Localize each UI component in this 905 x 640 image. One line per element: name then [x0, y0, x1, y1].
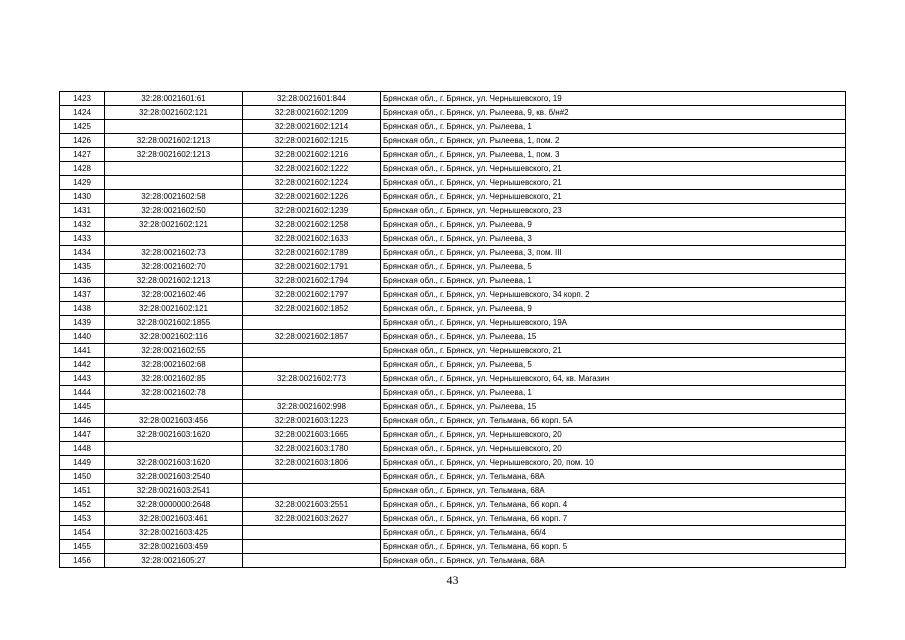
building-cadastral-number-cell: 32:28:0021603:2627: [243, 512, 381, 526]
table-row: [60, 414, 846, 428]
table-row: [60, 148, 846, 162]
parcel-cadastral-number-cell: 32:28:0021603:1620: [105, 456, 243, 470]
address-cell: Брянская обл., г. Брянск, ул. Чернышевского, 21: [381, 162, 846, 176]
row-number-cell: 1445: [60, 400, 105, 414]
parcel-cadastral-number-cell: 32:28:0021603:459: [105, 540, 243, 554]
registry-table-body: [60, 92, 846, 568]
row-number-cell: 1455: [60, 540, 105, 554]
registry-table: [59, 91, 846, 568]
parcel-cadastral-number-cell: [105, 400, 243, 414]
address-cell: Брянская обл., г. Брянск, ул. Рылеева, 9: [381, 302, 846, 316]
building-cadastral-number-cell: 32:28:0021602:1794: [243, 274, 381, 288]
building-cadastral-number-cell: 32:28:0021602:773: [243, 372, 381, 386]
row-number-cell: 1451: [60, 484, 105, 498]
building-cadastral-number-cell: 32:28:0021602:1216: [243, 148, 381, 162]
building-cadastral-number-cell: 32:28:0021602:1222: [243, 162, 381, 176]
address-cell: Брянская обл., г. Брянск, ул. Чернышевского, 21: [381, 176, 846, 190]
address-cell: Брянская обл., г. Брянск, ул. Чернышевского, 20: [381, 428, 846, 442]
building-cadastral-number-cell: [243, 526, 381, 540]
building-cadastral-number-cell: [243, 484, 381, 498]
table-row: [60, 344, 846, 358]
row-number-cell: 1427: [60, 148, 105, 162]
parcel-cadastral-number-cell: 32:28:0021602:70: [105, 260, 243, 274]
address-cell: Брянская обл., г. Брянск, ул. Тельмана, 66 корп. 7: [381, 512, 846, 526]
address-cell: Брянская обл., г. Брянск, ул. Рылеева, 3: [381, 232, 846, 246]
parcel-cadastral-number-cell: 32:28:0021602:50: [105, 204, 243, 218]
table-row: [60, 260, 846, 274]
building-cadastral-number-cell: [243, 554, 381, 568]
parcel-cadastral-number-cell: [105, 120, 243, 134]
parcel-cadastral-number-cell: 32:28:0021602:116: [105, 330, 243, 344]
row-number-cell: 1454: [60, 526, 105, 540]
parcel-cadastral-number-cell: 32:28:0021603:461: [105, 512, 243, 526]
table-row: [60, 162, 846, 176]
building-cadastral-number-cell: 32:28:0021603:1780: [243, 442, 381, 456]
building-cadastral-number-cell: [243, 344, 381, 358]
row-number-cell: 1450: [60, 470, 105, 484]
table-row: [60, 498, 846, 512]
parcel-cadastral-number-cell: 32:28:0021602:1213: [105, 274, 243, 288]
building-cadastral-number-cell: 32:28:0021602:1224: [243, 176, 381, 190]
table-row: [60, 204, 846, 218]
table-row: [60, 484, 846, 498]
parcel-cadastral-number-cell: 32:28:0021602:68: [105, 358, 243, 372]
parcel-cadastral-number-cell: 32:28:0021602:121: [105, 106, 243, 120]
row-number-cell: 1429: [60, 176, 105, 190]
parcel-cadastral-number-cell: [105, 162, 243, 176]
parcel-cadastral-number-cell: 32:28:0021602:1213: [105, 134, 243, 148]
table-row: [60, 316, 846, 330]
table-row: [60, 106, 846, 120]
address-cell: Брянская обл., г. Брянск, ул. Чернышевского, 64, кв. Магазин: [381, 372, 846, 386]
parcel-cadastral-number-cell: 32:28:0021603:1620: [105, 428, 243, 442]
building-cadastral-number-cell: 32:28:0021601:844: [243, 92, 381, 106]
building-cadastral-number-cell: 32:28:0021602:1857: [243, 330, 381, 344]
parcel-cadastral-number-cell: 32:28:0021603:2540: [105, 470, 243, 484]
row-number-cell: 1437: [60, 288, 105, 302]
building-cadastral-number-cell: 32:28:0021602:1633: [243, 232, 381, 246]
row-number-cell: 1442: [60, 358, 105, 372]
building-cadastral-number-cell: 32:28:0021603:2551: [243, 498, 381, 512]
building-cadastral-number-cell: [243, 316, 381, 330]
row-number-cell: 1440: [60, 330, 105, 344]
table-row: [60, 512, 846, 526]
parcel-cadastral-number-cell: 32:28:0021602:73: [105, 246, 243, 260]
parcel-cadastral-number-cell: 32:28:0021605:27: [105, 554, 243, 568]
table-row: [60, 246, 846, 260]
parcel-cadastral-number-cell: [105, 176, 243, 190]
table-row: [60, 358, 846, 372]
parcel-cadastral-number-cell: 32:28:0000000:2648: [105, 498, 243, 512]
parcel-cadastral-number-cell: 32:28:0021602:1855: [105, 316, 243, 330]
table-row: [60, 120, 846, 134]
table-row: [60, 288, 846, 302]
table-row: [60, 400, 846, 414]
address-cell: Брянская обл., г. Брянск, ул. Чернышевского, 21: [381, 344, 846, 358]
table-row: [60, 442, 846, 456]
address-cell: Брянская обл., г. Брянск, ул. Рылеева, 3, пом. III: [381, 246, 846, 260]
table-row: [60, 540, 846, 554]
row-number-cell: 1433: [60, 232, 105, 246]
parcel-cadastral-number-cell: 32:28:0021602:58: [105, 190, 243, 204]
table-row: [60, 386, 846, 400]
row-number-cell: 1449: [60, 456, 105, 470]
address-cell: Брянская обл., г. Брянск, ул. Чернышевского, 23: [381, 204, 846, 218]
table-row: [60, 470, 846, 484]
table-row: [60, 428, 846, 442]
table-row: [60, 456, 846, 470]
parcel-cadastral-number-cell: [105, 232, 243, 246]
parcel-cadastral-number-cell: 32:28:0021602:85: [105, 372, 243, 386]
page-number: 43: [446, 573, 459, 587]
row-number-cell: 1438: [60, 302, 105, 316]
address-cell: Брянская обл., г. Брянск, ул. Рылеева, 1, пом. 3: [381, 148, 846, 162]
table-row: [60, 218, 846, 232]
building-cadastral-number-cell: 32:28:0021602:1209: [243, 106, 381, 120]
building-cadastral-number-cell: [243, 386, 381, 400]
row-number-cell: 1446: [60, 414, 105, 428]
address-cell: Брянская обл., г. Брянск, ул. Чернышевского, 19: [381, 92, 846, 106]
address-cell: Брянская обл., г. Брянск, ул. Тельмана, 66/4: [381, 526, 846, 540]
building-cadastral-number-cell: 32:28:0021602:998: [243, 400, 381, 414]
address-cell: Брянская обл., г. Брянск, ул. Рылеева, 1: [381, 120, 846, 134]
table-row: [60, 134, 846, 148]
address-cell: Брянская обл., г. Брянск, ул. Рылеева, 15: [381, 330, 846, 344]
address-cell: Брянская обл., г. Брянск, ул. Рылеева, 9: [381, 218, 846, 232]
row-number-cell: 1423: [60, 92, 105, 106]
building-cadastral-number-cell: 32:28:0021603:1665: [243, 428, 381, 442]
address-cell: Брянская обл., г. Брянск, ул. Тельмана, 68А: [381, 554, 846, 568]
table-row: [60, 232, 846, 246]
address-cell: Брянская обл., г. Брянск, ул. Тельмана, 66 корп. 4: [381, 498, 846, 512]
table-row: [60, 330, 846, 344]
row-number-cell: 1428: [60, 162, 105, 176]
table-row: [60, 526, 846, 540]
address-cell: Брянская обл., г. Брянск, ул. Чернышевского, 34 корп. 2: [381, 288, 846, 302]
building-cadastral-number-cell: 32:28:0021602:1852: [243, 302, 381, 316]
address-cell: Брянская обл., г. Брянск, ул. Чернышевского, 21: [381, 190, 846, 204]
address-cell: Брянская обл., г. Брянск, ул. Тельмана, 66 корп. 5А: [381, 414, 846, 428]
parcel-cadastral-number-cell: 32:28:0021602:55: [105, 344, 243, 358]
table-row: [60, 92, 846, 106]
building-cadastral-number-cell: 32:28:0021602:1258: [243, 218, 381, 232]
address-cell: Брянская обл., г. Брянск, ул. Рылеева, 15: [381, 400, 846, 414]
parcel-cadastral-number-cell: 32:28:0021603:425: [105, 526, 243, 540]
building-cadastral-number-cell: [243, 540, 381, 554]
row-number-cell: 1426: [60, 134, 105, 148]
row-number-cell: 1444: [60, 386, 105, 400]
row-number-cell: 1441: [60, 344, 105, 358]
building-cadastral-number-cell: 32:28:0021602:1789: [243, 246, 381, 260]
table-row: [60, 302, 846, 316]
address-cell: Брянская обл., г. Брянск, ул. Тельмана, 66 корп. 5: [381, 540, 846, 554]
building-cadastral-number-cell: 32:28:0021602:1226: [243, 190, 381, 204]
address-cell: Брянская обл., г. Брянск, ул. Рылеева, 1: [381, 386, 846, 400]
parcel-cadastral-number-cell: 32:28:0021602:121: [105, 302, 243, 316]
building-cadastral-number-cell: [243, 358, 381, 372]
address-cell: Брянская обл., г. Брянск, ул. Чернышевского, 19А: [381, 316, 846, 330]
row-number-cell: 1453: [60, 512, 105, 526]
building-cadastral-number-cell: 32:28:0021602:1214: [243, 120, 381, 134]
table-row: [60, 176, 846, 190]
address-cell: Брянская обл., г. Брянск, ул. Рылеева, 1, пом. 2: [381, 134, 846, 148]
parcel-cadastral-number-cell: 32:28:0021602:121: [105, 218, 243, 232]
parcel-cadastral-number-cell: 32:28:0021603:2541: [105, 484, 243, 498]
row-number-cell: 1436: [60, 274, 105, 288]
row-number-cell: 1434: [60, 246, 105, 260]
table-row: [60, 274, 846, 288]
row-number-cell: 1447: [60, 428, 105, 442]
parcel-cadastral-number-cell: 32:28:0021603:456: [105, 414, 243, 428]
row-number-cell: 1425: [60, 120, 105, 134]
row-number-cell: 1456: [60, 554, 105, 568]
building-cadastral-number-cell: 32:28:0021602:1797: [243, 288, 381, 302]
address-cell: Брянская обл., г. Брянск, ул. Рылеева, 5: [381, 260, 846, 274]
parcel-cadastral-number-cell: 32:28:0021602:78: [105, 386, 243, 400]
row-number-cell: 1443: [60, 372, 105, 386]
parcel-cadastral-number-cell: [105, 442, 243, 456]
table-row: [60, 554, 846, 568]
building-cadastral-number-cell: 32:28:0021602:1791: [243, 260, 381, 274]
table-row: [60, 372, 846, 386]
parcel-cadastral-number-cell: 32:28:0021602:46: [105, 288, 243, 302]
address-cell: Брянская обл., г. Брянск, ул. Рылеева, 9, кв. б/н#2: [381, 106, 846, 120]
building-cadastral-number-cell: [243, 470, 381, 484]
row-number-cell: 1431: [60, 204, 105, 218]
address-cell: Брянская обл., г. Брянск, ул. Рылеева, 1: [381, 274, 846, 288]
table-row: [60, 190, 846, 204]
row-number-cell: 1430: [60, 190, 105, 204]
building-cadastral-number-cell: 32:28:0021602:1215: [243, 134, 381, 148]
address-cell: Брянская обл., г. Брянск, ул. Чернышевского, 20: [381, 442, 846, 456]
address-cell: Брянская обл., г. Брянск, ул. Тельмана, 68А: [381, 484, 846, 498]
row-number-cell: 1452: [60, 498, 105, 512]
row-number-cell: 1424: [60, 106, 105, 120]
building-cadastral-number-cell: 32:28:0021603:1223: [243, 414, 381, 428]
address-cell: Брянская обл., г. Брянск, ул. Тельмана, 68А: [381, 470, 846, 484]
parcel-cadastral-number-cell: 32:28:0021601:61: [105, 92, 243, 106]
building-cadastral-number-cell: 32:28:0021603:1806: [243, 456, 381, 470]
row-number-cell: 1432: [60, 218, 105, 232]
building-cadastral-number-cell: 32:28:0021602:1239: [243, 204, 381, 218]
row-number-cell: 1448: [60, 442, 105, 456]
row-number-cell: 1435: [60, 260, 105, 274]
address-cell: Брянская обл., г. Брянск, ул. Чернышевского, 20, пом. 10: [381, 456, 846, 470]
parcel-cadastral-number-cell: 32:28:0021602:1213: [105, 148, 243, 162]
row-number-cell: 1439: [60, 316, 105, 330]
address-cell: Брянская обл., г. Брянск, ул. Рылеева, 5: [381, 358, 846, 372]
